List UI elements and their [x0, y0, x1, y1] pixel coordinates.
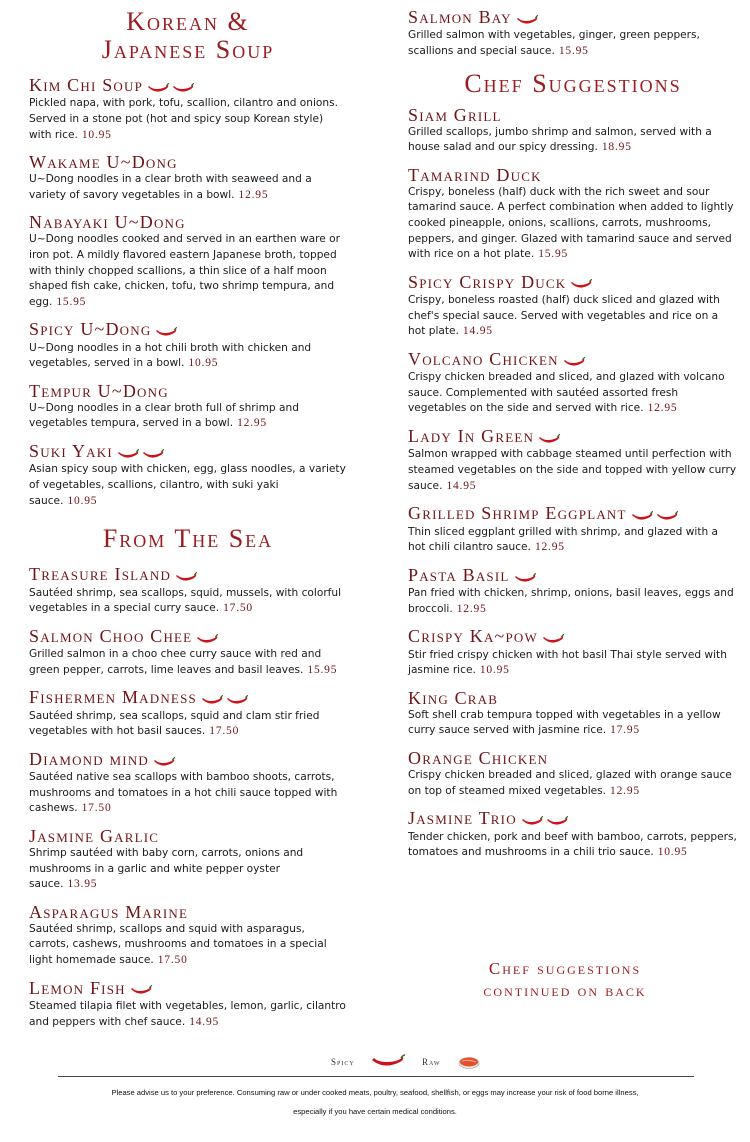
menu-item-price: 17.50 [81, 802, 112, 815]
menu-item-name-row [408, 627, 738, 647]
menu-item-description: Sautéed shrimp, scallops and squid with asparagus, carrots, cashews, mushrooms and tomatoes in a special light homemade sauce. [29, 922, 327, 967]
chili-pepper-icon [631, 505, 656, 525]
menu-item-description-block [408, 185, 738, 263]
menu-item-name: Diamond mind [29, 748, 150, 769]
menu-item-fishermen-madness [29, 688, 347, 740]
continued-on-back-note [430, 958, 700, 1002]
menu-item-name-row [29, 382, 347, 401]
menu-item-description: U~Dong noodles cooked and served in an earthen ware or iron pot. A mildly flavored eastern Japanese broth, topped with thinly chopped scallions, a thin slice of a half moon shaped fish cake, chicken, tofu, two shrimp tempura, and egg. [29, 233, 340, 308]
menu-item-name-row [29, 750, 347, 770]
menu-item-name-row [408, 166, 738, 185]
menu-item-price: 15.95 [56, 295, 87, 308]
spicy-indicator [521, 811, 571, 830]
left-column [29, 8, 347, 1040]
menu-item-name: Pasta Basil [408, 564, 510, 585]
menu-item-description-block [408, 447, 738, 494]
menu-item-description: Sautéed shrimp, sea scallops, squid and clam stir fried vegetables with hot basil sauces. [29, 709, 320, 738]
menu-item-description: Grilled salmon in a choo chee curry sauce with red and green pepper, carrots, lime leaves and basil leaves. [29, 648, 322, 676]
menu-item-name-row [408, 809, 738, 829]
menu-item-description: Sautéed native sea scallops with bamboo shoots, carrots, mushrooms and tomatoes in a hot chili sauce topped with cashews. [29, 771, 338, 815]
menu-item-name-row [408, 273, 738, 293]
menu-item-description-block [408, 708, 738, 739]
menu-item-name-row [408, 749, 738, 768]
menu-item-description-block [408, 586, 738, 617]
menu-item-name: Treasure Island [29, 564, 172, 585]
menu-item-kim-chi-soup [29, 76, 347, 143]
section-title-chef-suggestions [408, 70, 738, 98]
disclaimer-line-1: Please advise us to your preference. Consuming raw or under cooked meats, poultry, seafood, shellfish, or eggs may increase your risk of food borne illness, [111, 1088, 639, 1097]
menu-item-price: 17.95 [610, 724, 640, 737]
menu-item-name: Tempur U~Dong [29, 380, 169, 401]
menu-item-description: Steamed tilapia filet with vegetables, lemon, garlic, cilantro and peppers with chef sauce. [29, 1000, 346, 1028]
menu-item-salmon-bay [408, 8, 738, 60]
menu-item-name: Crispy Ka~pow [408, 626, 538, 647]
menu-item-nabayaki-u-dong [29, 213, 347, 310]
menu-item-description: U~Dong noodles in a hot chili broth with chicken and vegetables, served in a bowl. [29, 341, 312, 370]
chili-pepper-icon [130, 979, 155, 999]
menu-item-name-row [29, 688, 347, 708]
menu-item-description-block [29, 647, 347, 678]
menu-item-description-block [29, 462, 347, 509]
menu-item-name: Salmon Choo Chee [29, 625, 193, 646]
menu-item-name: King Crab [408, 687, 499, 708]
chili-pepper-icon [546, 810, 571, 830]
menu-item-description: Crispy, boneless (half) duck with the rich sweet and sour tamarind sauce. A perfect combination when added to lightly cooked pineapple, onions, scallions, carrots, mushrooms, peppers, and ginger. Glazed with tamarind sauce and served with rice on a hot plate. [408, 185, 734, 261]
menu-item-treasure-island [29, 565, 347, 617]
menu-item-description: U~Dong noodles in a clear broth with seaweed and a variety of savory vegetables in a bowl. [29, 173, 312, 201]
menu-item-name: Siam Grill [408, 104, 502, 125]
spicy-indicator [570, 274, 595, 293]
menu-item-description: Pickled napa, with pork, tofu, scallion, cilantro and onions. Served in a stone pot (hot and spicy soup Korean style) with rice. [29, 97, 339, 141]
menu-item-spicy-crispy-duck [408, 273, 738, 340]
menu-item-price: 17.50 [209, 725, 240, 738]
chili-pepper-icon [172, 76, 197, 96]
menu-item-price: 17.50 [157, 954, 188, 967]
menu-item-name-row [29, 979, 347, 999]
menu-item-spicy-u-dong [29, 320, 347, 372]
menu-item-description-block [29, 770, 347, 817]
menu-item-crispy-ka-pow [408, 627, 738, 679]
spicy-indicator [516, 9, 541, 28]
menu-item-price: 12.95 [647, 402, 678, 415]
spicy-indicator [514, 567, 539, 586]
spicy-indicator [542, 629, 567, 648]
menu-item-price: 15.95 [558, 44, 589, 57]
menu-item-price: 15.95 [538, 248, 569, 261]
menu-item-description: Crispy, boneless roasted (half) duck sliced and glazed with chef's special sauce. Served with vegetables and rice on a hot plate. [408, 294, 720, 338]
section-title-from-the-sea [29, 525, 347, 553]
spicy-indicator [117, 443, 167, 462]
continued-line-1: Chef suggestions [488, 959, 642, 978]
menu-item-name-row [408, 689, 738, 708]
menu-item-description-block [29, 172, 347, 203]
chili-pepper-icon [142, 442, 167, 462]
menu-item-name: Tamarind Duck [408, 164, 542, 185]
menu-item-description-block [29, 96, 347, 143]
spicy-indicator [538, 428, 563, 447]
menu-item-description-block [408, 125, 738, 156]
menu-item-price: 10.95 [479, 664, 510, 677]
menu-item-volcano-chicken [408, 350, 738, 417]
chili-pepper-icon [117, 442, 142, 462]
menu-item-name: Spicy U~Dong [29, 319, 152, 340]
menu-item-name: Jasmine Trio [408, 808, 517, 829]
chili-pepper-icon [370, 1054, 406, 1072]
menu-item-description: Sautéed shrimp, sea scallops, squid, mussels, with colorful vegetables in a special curry sauce. [29, 586, 342, 615]
menu-item-name: Lemon Fish [29, 977, 126, 998]
menu-item-description-block [29, 922, 347, 969]
menu-item-siam-grill [408, 106, 738, 156]
menu-item-name-row [29, 903, 347, 922]
menu-item-name: Lady In Green [408, 426, 535, 447]
menu-item-name-row [408, 504, 738, 524]
menu-item-price: 12.95 [237, 417, 267, 430]
menu-item-price: 17.50 [223, 602, 253, 615]
menu-item-price: 10.95 [81, 128, 112, 141]
spicy-indicator [155, 322, 180, 341]
chili-pepper-icon [542, 628, 567, 648]
right-column [408, 8, 738, 871]
menu-item-tempur-u-dong [29, 382, 347, 432]
menu-item-name-row [29, 442, 347, 462]
menu-item-jasmine-trio [408, 809, 738, 861]
spicy-indicator [153, 751, 178, 770]
menu-item-price: 12.95 [534, 541, 565, 554]
chili-pepper-icon [175, 566, 200, 586]
chili-pepper-icon [153, 750, 178, 770]
menu-item-grilled-shrimp-eggplant [408, 504, 738, 556]
menu-item-price: 12.95 [456, 602, 487, 615]
menu-item-description: Tender chicken, pork and beef with bamboo, carrots, peppers, tomatoes and mushrooms in a chili trio sauce. [408, 830, 737, 859]
menu-item-lemon-fish [29, 979, 347, 1031]
chili-pepper-icon [563, 350, 588, 370]
health-disclaimer [40, 1083, 710, 1121]
menu-item-price: 12.95 [610, 784, 640, 797]
menu-item-description-block [29, 232, 347, 310]
menu-item-name-row [29, 827, 347, 846]
section-title-line: From The Sea [102, 524, 274, 554]
menu-item-name: Salmon Bay [408, 7, 512, 27]
menu-item-pasta-basil [408, 566, 738, 618]
menu-item-description: Asian spicy soup with chicken, egg, glass noodles, a variety of vegetables, scallions, cilantro, with suki yaki sauce. [29, 463, 346, 507]
menu-item-name: Wakame U~Dong [29, 152, 178, 173]
menu-item-price: 13.95 [67, 878, 98, 891]
menu-item-description-block [29, 341, 347, 372]
menu-item-description-block [408, 28, 738, 59]
menu-item-king-crab [408, 689, 738, 739]
menu-item-tamarind-duck [408, 166, 738, 263]
menu-item-price: 10.95 [67, 494, 98, 507]
menu-item-description: Shrimp sautéed with baby corn, carrots, onions and mushrooms in a garlic and white pepper oyster sauce. [29, 847, 304, 891]
menu-item-name: Jasmine Garlic [29, 826, 160, 847]
menu-item-description-block [29, 586, 347, 617]
menu-item-name-row [29, 565, 347, 585]
chili-pepper-icon [514, 566, 539, 586]
footer-divider [58, 1076, 694, 1077]
section-title-line: Chef Suggestions [464, 68, 682, 98]
menu-item-description: Soft shell crab tempura topped with vegetables in a yellow curry sauce served with jasmine rice. [408, 708, 721, 737]
menu-item-name: Nabayaki U~Dong [29, 212, 186, 233]
menu-item-description: Crispy chicken breaded and sliced, and glazed with volcano sauce. Complemented with sautéed assorted fresh vegetables on the side and served with rice. [408, 371, 725, 415]
chili-pepper-icon [570, 273, 595, 293]
menu-item-price: 14.95 [462, 325, 493, 338]
chili-pepper-icon [201, 689, 226, 709]
menu-item-name: Kim Chi Soup [29, 75, 144, 95]
menu-item-lady-in-green [408, 427, 738, 494]
chili-pepper-icon [226, 689, 251, 709]
legend-spicy-label: Spicy [331, 1057, 355, 1067]
menu-item-name-row [29, 320, 347, 340]
menu-item-name: Fishermen Madness [29, 687, 197, 708]
menu-item-description: Pan fried with chicken, shrimp, onions, basil leaves, eggs and broccoli. [408, 587, 734, 615]
menu-item-wakame-u-dong [29, 153, 347, 203]
spicy-indicator [563, 351, 588, 370]
menu-item-description-block [29, 846, 347, 893]
menu-item-jasmine-garlic [29, 827, 347, 893]
legend-raw-label: Raw [422, 1057, 441, 1067]
menu-item-description-block [29, 999, 347, 1030]
menu-item-orange-chicken [408, 749, 738, 799]
continued-line-2: continued on back [483, 981, 647, 1000]
legend [0, 1052, 750, 1074]
menu-item-description: Grilled scallops, jumbo shrimp and salmon, served with a house salad and our spicy dressing. [408, 125, 712, 154]
menu-item-salmon-choo-chee [29, 627, 347, 679]
spicy-indicator [130, 980, 155, 999]
menu-item-name: Asparagus Marine [29, 901, 189, 922]
chili-pepper-icon [155, 321, 180, 341]
spicy-indicator [631, 506, 681, 525]
spicy-indicator [175, 567, 200, 586]
menu-item-description: U~Dong noodles in a clear broth full of shrimp and vegetables tempura, served in a bowl. [29, 401, 299, 430]
menu-item-description-block [29, 709, 347, 740]
menu-item-description-block [408, 768, 738, 799]
spicy-indicator [196, 628, 221, 647]
spicy-indicator [147, 77, 197, 96]
menu-item-name-row [29, 153, 347, 172]
section-title-korean-japanese-soup [29, 8, 347, 64]
menu-item-description-block [408, 525, 738, 556]
menu-item-price: 10.95 [657, 846, 688, 859]
menu-item-name-row [408, 427, 738, 447]
menu-item-description-block [29, 401, 347, 432]
menu-item-name: Orange Chicken [408, 748, 549, 769]
menu-item-name-row [408, 350, 738, 370]
menu-item-name-row [29, 76, 347, 96]
menu-item-asparagus-marine [29, 903, 347, 969]
menu-item-name: Volcano Chicken [408, 348, 559, 369]
chili-pepper-icon [656, 505, 681, 525]
menu-item-description: Salmon wrapped with cabbage steamed until perfection with steamed vegetables on the side and topped with yellow curry sauce. [408, 448, 737, 492]
menu-item-name: Suki Yaki [29, 441, 113, 462]
menu-item-description-block [408, 293, 738, 340]
menu-item-description-block [408, 648, 738, 679]
menu-item-name-row [29, 213, 347, 232]
menu-item-name-row [408, 106, 738, 125]
menu-item-description: Grilled salmon with vegetables, ginger, green peppers, scallions and special sauce. [408, 29, 700, 57]
menu-item-diamond-mind [29, 750, 347, 817]
menu-item-price: 14.95 [446, 479, 477, 492]
menu-item-name-row [29, 627, 347, 647]
spicy-indicator [201, 690, 251, 709]
disclaimer-line-2: especially if you have certain medical conditions. [293, 1107, 457, 1116]
raw-fish-icon [457, 1054, 481, 1072]
menu-item-description: Crispy chicken breaded and sliced, glazed with orange sauce on top of steamed mixed vegetables. [408, 769, 732, 797]
menu-item-price: 14.95 [189, 1015, 220, 1028]
menu-item-description: Thin sliced eggplant grilled with shrimp, and glazed with a hot chili cilantro sauce. [408, 525, 719, 554]
chili-pepper-icon [516, 8, 541, 28]
menu-item-price: 15.95 [307, 663, 338, 676]
menu-item-description-block [408, 370, 738, 417]
menu-item-name-row [408, 8, 738, 28]
menu-item-name: Spicy Crispy Duck [408, 271, 567, 292]
menu-item-price: 10.95 [188, 357, 219, 370]
menu-item-price: 12.95 [238, 188, 269, 201]
chili-pepper-icon [196, 627, 221, 647]
menu-item-suki-yaki [29, 442, 347, 509]
menu-item-description-block [408, 830, 738, 861]
chili-pepper-icon [521, 810, 546, 830]
menu-item-description: Stir fried crispy chicken with hot basil Thai style served with jasmine rice. [408, 648, 727, 677]
chili-pepper-icon [147, 76, 172, 96]
menu-item-price: 18.95 [601, 141, 632, 154]
chili-pepper-icon [538, 427, 563, 447]
menu-item-name: Grilled Shrimp Eggplant [408, 503, 627, 524]
section-title-line: Japanese Soup [101, 35, 275, 64]
menu-item-name-row [408, 566, 738, 586]
section-title-line: Korean & [126, 7, 250, 36]
